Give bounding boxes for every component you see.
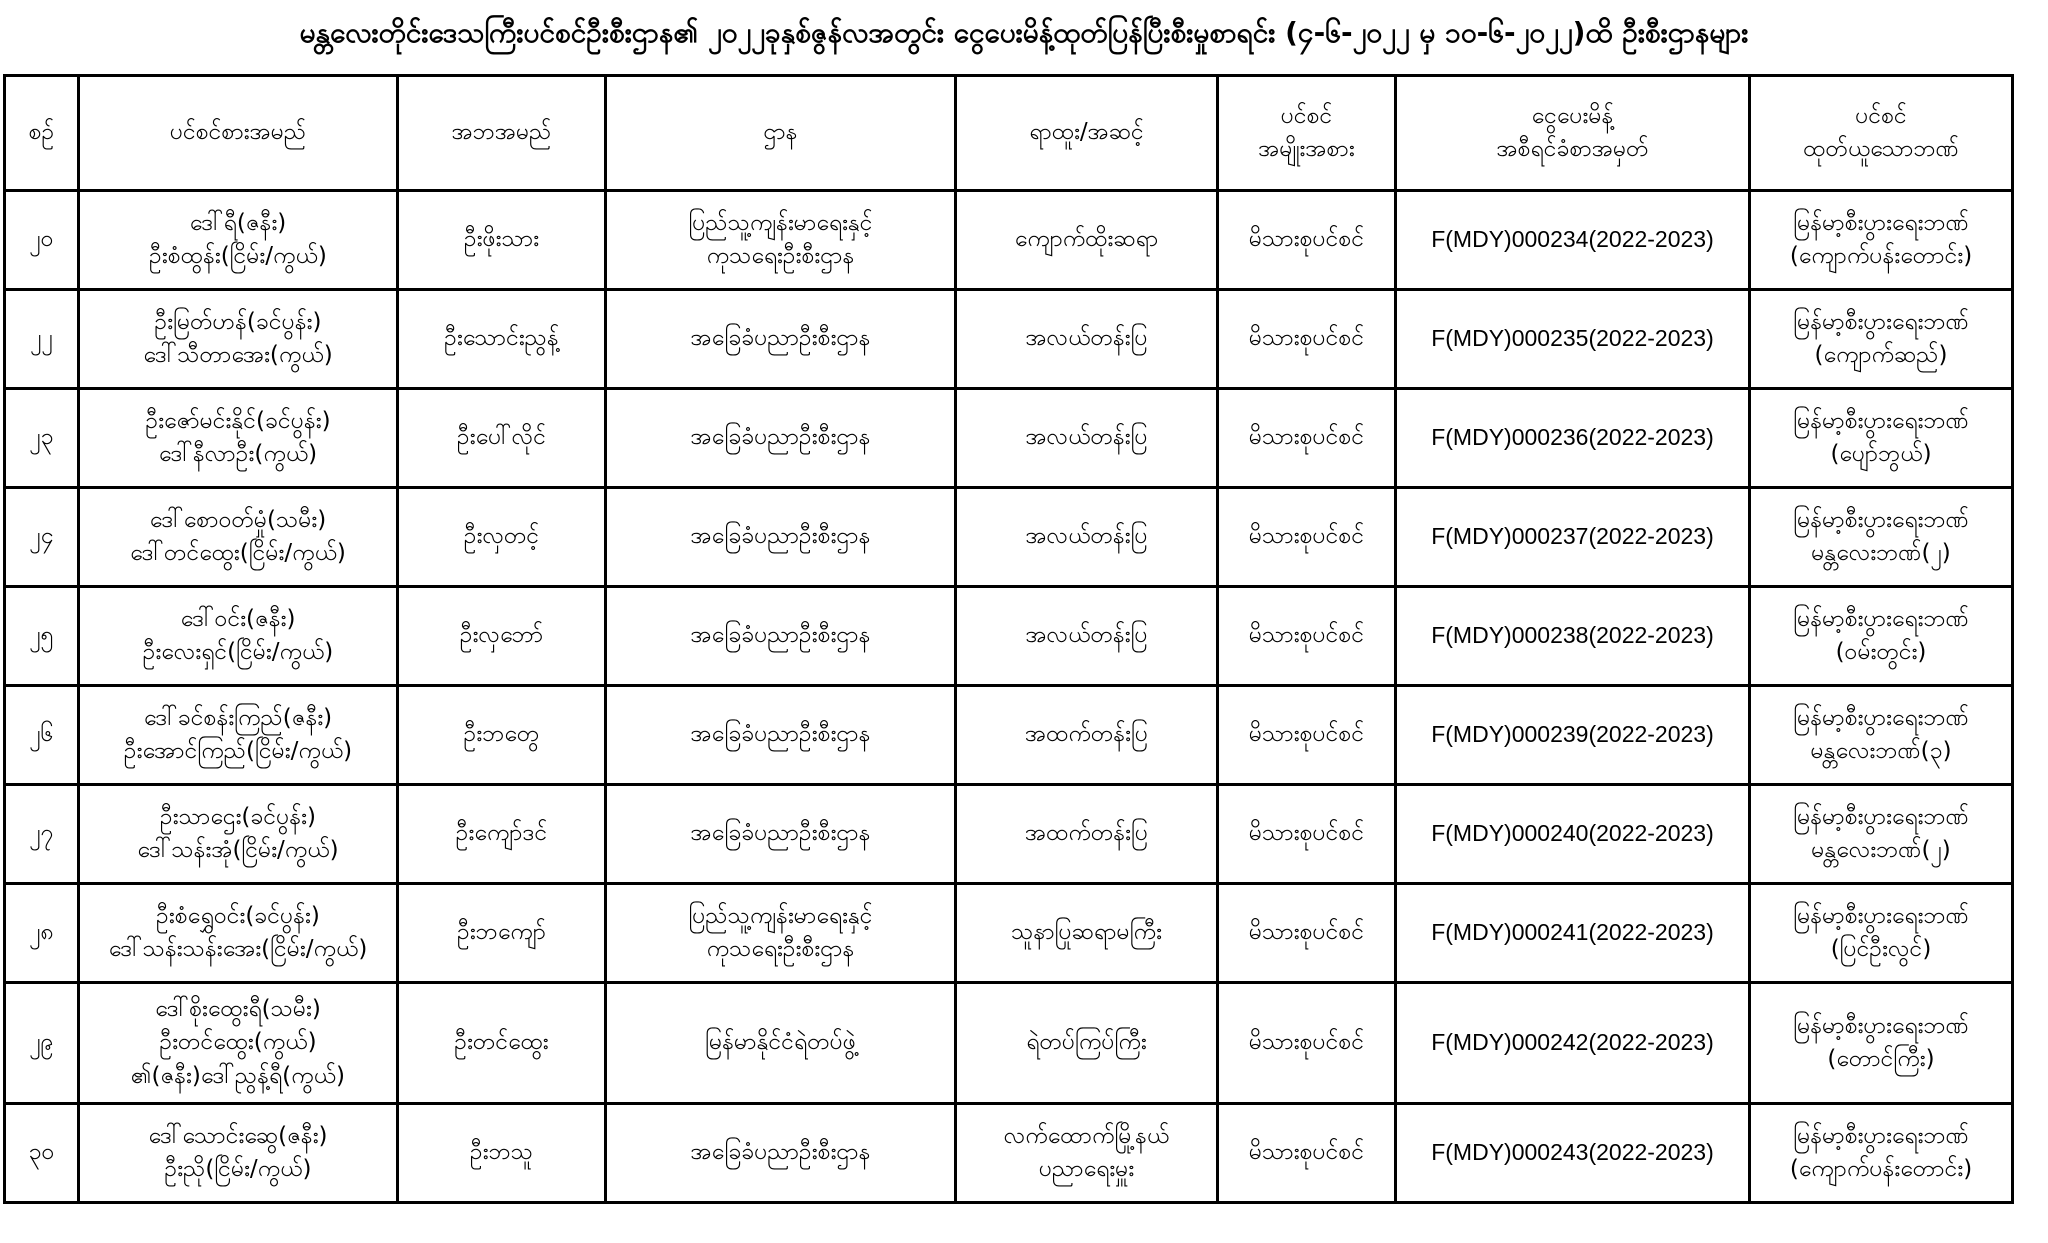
rank-cell <box>956 785 1218 884</box>
bank-line: (တောင်ကြီး) <box>1827 1046 1935 1072</box>
bank-line: မြန်မာ့စီးပွားရေးဘဏ် <box>1793 605 1969 632</box>
pension-type-cell: မိသားစုပင်စင် <box>1218 488 1396 587</box>
pension-type-cell: မိသားစုပင်စင် <box>1218 686 1396 785</box>
pensioner-name-cell <box>79 587 398 686</box>
father-name-cell: ဦးပေါ်လိုင် <box>398 389 606 488</box>
bank-line: မြန်မာ့စီးပွားရေးဘဏ် <box>1793 803 1969 830</box>
bank-line: မြန်မာ့စီးပွားရေးဘဏ် <box>1793 209 1969 236</box>
header-rank: ရာထူး/အဆင့် <box>956 76 1218 191</box>
pension-type-cell: မိသားစုပင်စင် <box>1218 587 1396 686</box>
header-pay-order-line: အစီရင်ခံစာအမှတ် <box>1496 136 1649 162</box>
header-department: ဌာန <box>606 76 956 191</box>
pensioner-name-line: ဒေါ်နီလာဦး(ကွယ်) <box>158 441 318 467</box>
rank-cell <box>956 290 1218 389</box>
father-name-cell: ဦးဘတွေ <box>398 686 606 785</box>
bank-line: မြန်မာ့စီးပွားရေးဘဏ် <box>1793 1012 1969 1039</box>
table-row <box>5 686 2013 785</box>
pensioner-name-line: ဒေါ်ခင်စန်းကြည်(ဇနီး) <box>143 704 333 731</box>
pensioner-name-line: ဦးစံထွန်း(ငြိမ်း/ကွယ်) <box>149 243 327 269</box>
bank-line: မန္တလေးဘဏ်(၂) <box>1811 540 1951 566</box>
bank-cell <box>1750 686 2013 785</box>
bank-line: မြန်မာ့စီးပွားရေးဘဏ် <box>1793 407 1969 434</box>
pensioner-name-line: ဦးညို(ငြိမ်း/ကွယ်) <box>164 1156 312 1182</box>
header-pay-order-line: ငွေပေးမိန့် <box>1531 102 1614 129</box>
pensioner-name-cell <box>79 488 398 587</box>
row-number-cell: ၂၆ <box>5 686 79 785</box>
department-cell <box>606 884 956 983</box>
department-cell <box>606 785 956 884</box>
bank-line: မန္တလေးဘဏ်(၃) <box>1810 738 1952 764</box>
department-cell <box>606 587 956 686</box>
bank-line: (ကျောက်ပန်းတောင်း) <box>1789 1156 1973 1182</box>
bank-cell <box>1750 785 2013 884</box>
rank-line: ကျောက်ထိုးဆရာ <box>1014 226 1159 253</box>
bank-line: မြန်မာ့စီးပွားရေးဘဏ် <box>1793 1122 1969 1149</box>
pensioner-name-line: ဒေါ်ဝင်း(ဇနီး) <box>180 605 296 632</box>
rank-line: အလယ်တန်းပြ <box>1025 325 1148 352</box>
rank-cell <box>956 1104 1218 1203</box>
rank-cell <box>956 191 1218 290</box>
bank-line: (ကျောက်ဆည်) <box>1814 342 1948 368</box>
department-line: မြန်မာနိုင်ငံရဲတပ်ဖွဲ့ <box>705 1029 856 1056</box>
department-cell <box>606 389 956 488</box>
bank-cell <box>1750 983 2013 1104</box>
pensioner-name-line: ၏(ဇနီး)ဒေါ်ညွန့်ရီ(ကွယ်) <box>131 1062 345 1089</box>
pensioner-name-line: ဒေါ်ရီ(ဇနီး) <box>189 209 287 236</box>
rank-line: အလယ်တန်းပြ <box>1025 424 1148 451</box>
pay-order-number-cell: F(MDY)000238(2022-2023) <box>1396 587 1750 686</box>
pensioner-name-cell <box>79 290 398 389</box>
department-cell <box>606 191 956 290</box>
pensioner-name-line: ဒေါ်သောင်းဆွေ(ဇနီး) <box>148 1122 328 1149</box>
rank-line: အလယ်တန်းပြ <box>1025 622 1148 649</box>
pensioner-name-line: ဒေါ်သန်းအုံ(ငြိမ်း/ကွယ်) <box>137 837 339 863</box>
table-row <box>5 488 2013 587</box>
pension-type-cell: မိသားစုပင်စင် <box>1218 290 1396 389</box>
table-row <box>5 983 2013 1104</box>
department-cell <box>606 686 956 785</box>
pensioner-name-line: ဒေါ်သန်းသန်းအေး(ငြိမ်း/ကွယ်) <box>108 936 368 962</box>
pay-order-number-cell: F(MDY)000235(2022-2023) <box>1396 290 1750 389</box>
pension-type-cell: မိသားစုပင်စင် <box>1218 389 1396 488</box>
pension-type-cell: မိသားစုပင်စင် <box>1218 1104 1396 1203</box>
department-line: အခြေခံပညာဦးစီးဌာန <box>690 424 871 451</box>
department-cell <box>606 1104 956 1203</box>
pensioner-name-line: ဒေါ်စိုးထွေးရီ(သမီး) <box>155 995 321 1022</box>
pensioner-name-line: ဦးတင်ထွေး(ကွယ်) <box>159 1029 317 1056</box>
header-father-name: အဘအမည် <box>398 76 606 191</box>
pensioner-name-line: ဦးစံရွှေဝင်း(ခင်ပွန်း) <box>156 902 320 929</box>
header-pensioner-name: ပင်စင်စားအမည် <box>79 76 398 191</box>
department-cell <box>606 488 956 587</box>
pay-order-number-cell: F(MDY)000234(2022-2023) <box>1396 191 1750 290</box>
rank-line: လက်ထောက်မြို့နယ် <box>1003 1122 1170 1149</box>
pensioner-name-line: ဦးလေးရှင်(ငြိမ်း/ကွယ်) <box>142 639 334 665</box>
row-number-cell: ၃၀ <box>5 1104 79 1203</box>
pay-order-number-cell: F(MDY)000240(2022-2023) <box>1396 785 1750 884</box>
department-line: အခြေခံပညာဦးစီးဌာန <box>690 325 871 352</box>
department-line: အခြေခံပညာဦးစီးဌာန <box>690 523 871 550</box>
bank-line: မန္တလေးဘဏ်(၂) <box>1811 837 1951 863</box>
page-title: မန္တလေးတိုင်းဒေသကြီးပင်စင်ဦးစီးဌာန၏ ၂၀၂၂ခုနှစ်ဇွန်လအတွင်း ငွေပေးမိန့်ထုတ်ပြန်ပြီးစီးမှုစာရင်း (၄-၆-၂၀၂၂ မှ ၁၀-၆-၂၀၂၂)ထိ ဦးစီးဌာနများ <box>299 16 1749 49</box>
pension-type-cell: မိသားစုပင်စင် <box>1218 884 1396 983</box>
father-name-cell: ဦးဘသူ <box>398 1104 606 1203</box>
header-row <box>5 76 2013 191</box>
department-line: အခြေခံပညာဦးစီးဌာန <box>690 1139 871 1166</box>
pay-order-number-cell: F(MDY)000242(2022-2023) <box>1396 983 1750 1104</box>
bank-line: မြန်မာ့စီးပွားရေးဘဏ် <box>1793 308 1969 335</box>
table-row <box>5 290 2013 389</box>
rank-line: အလယ်တန်းပြ <box>1025 523 1148 550</box>
rank-cell <box>956 389 1218 488</box>
father-name-cell: ဦးတင်ထွေး <box>398 983 606 1104</box>
pensioner-name-line: ဦးဇော်မင်းနိုင်(ခင်ပွန်း) <box>145 407 331 434</box>
row-number-cell: ၂၂ <box>5 290 79 389</box>
pensioner-name-line: ဦးသာဌေး(ခင်ပွန်း) <box>160 803 316 830</box>
bank-line: (ကျောက်ပန်းတောင်း) <box>1789 243 1973 269</box>
row-number-cell: ၂၇ <box>5 785 79 884</box>
bank-cell <box>1750 290 2013 389</box>
department-cell <box>606 290 956 389</box>
father-name-cell: ဦးသောင်းညွန့် <box>398 290 606 389</box>
father-name-cell: ဦးလှတင့် <box>398 488 606 587</box>
bank-line: မြန်မာ့စီးပွားရေးဘဏ် <box>1793 506 1969 533</box>
table-row <box>5 1104 2013 1203</box>
header-pension-type-line: အမျိုးအစား <box>1258 136 1355 162</box>
row-number-cell: ၂၈ <box>5 884 79 983</box>
row-number-cell: ၂၃ <box>5 389 79 488</box>
father-name-cell: ဦးဖိုးသား <box>398 191 606 290</box>
bank-cell <box>1750 191 2013 290</box>
father-name-cell: ဦးလှဘော် <box>398 587 606 686</box>
pensioner-name-line: ဒေါ်သီတာအေး(ကွယ်) <box>143 342 333 368</box>
header-pension-type <box>1218 76 1396 191</box>
header-bank-line: ထုတ်ယူသောဘဏ် <box>1803 136 1959 162</box>
pensioner-name-line: ဒေါ်စောဝတ်မှုံ(သမီး) <box>149 506 327 533</box>
table-row <box>5 191 2013 290</box>
table-row <box>5 785 2013 884</box>
pension-type-cell: မိသားစုပင်စင် <box>1218 983 1396 1104</box>
pensioner-name-cell <box>79 389 398 488</box>
pay-order-number-cell: F(MDY)000239(2022-2023) <box>1396 686 1750 785</box>
rank-line: အထက်တန်းပြ <box>1025 820 1148 847</box>
bank-line: (ဝမ်းတွင်း) <box>1835 639 1927 665</box>
pensioner-name-cell <box>79 686 398 785</box>
father-name-cell: ဦးဘကျော် <box>398 884 606 983</box>
header-bank <box>1750 76 2013 191</box>
pension-table <box>3 74 2014 1204</box>
bank-cell <box>1750 488 2013 587</box>
bank-line: မြန်မာ့စီးပွားရေးဘဏ် <box>1793 902 1969 929</box>
bank-cell <box>1750 884 2013 983</box>
pensioner-name-line: ဒေါ်တင်ထွေး(ငြိမ်း/ကွယ်) <box>130 540 346 566</box>
rank-line: ပညာရေးမှူး <box>1038 1156 1135 1182</box>
pensioner-name-cell <box>79 785 398 884</box>
department-line: အခြေခံပညာဦးစီးဌာန <box>690 820 871 847</box>
row-number-cell: ၂၅ <box>5 587 79 686</box>
rank-cell <box>956 983 1218 1104</box>
department-line: အခြေခံပညာဦးစီးဌာန <box>690 622 871 649</box>
pensioner-name-cell <box>79 191 398 290</box>
bank-cell <box>1750 1104 2013 1203</box>
pay-order-number-cell: F(MDY)000241(2022-2023) <box>1396 884 1750 983</box>
pension-type-cell: မိသားစုပင်စင် <box>1218 191 1396 290</box>
row-number-cell: ၂၀ <box>5 191 79 290</box>
pensioner-name-cell <box>79 983 398 1104</box>
department-line: ကုသရေးဦးစီးဌာန <box>706 243 855 269</box>
rank-line: ရဲတပ်ကြပ်ကြီး <box>1026 1029 1147 1056</box>
pensioner-name-cell <box>79 1104 398 1203</box>
department-cell <box>606 983 956 1104</box>
pay-order-number-cell: F(MDY)000236(2022-2023) <box>1396 389 1750 488</box>
bank-line: မြန်မာ့စီးပွားရေးဘဏ် <box>1793 704 1969 731</box>
rank-line: သူနာပြုဆရာမကြီး <box>1011 919 1162 946</box>
rank-cell <box>956 587 1218 686</box>
father-name-cell: ဦးကျော်ဒင် <box>398 785 606 884</box>
row-number-cell: ၂၄ <box>5 488 79 587</box>
table-row <box>5 587 2013 686</box>
rank-cell <box>956 884 1218 983</box>
pensioner-name-cell <box>79 884 398 983</box>
bank-line: (ပျော်ဘွယ်) <box>1830 441 1932 467</box>
header-pension-type-line: ပင်စင် <box>1280 102 1333 129</box>
header-no: စဉ် <box>5 76 79 191</box>
bank-cell <box>1750 389 2013 488</box>
table-row <box>5 389 2013 488</box>
rank-line: အထက်တန်းပြ <box>1025 721 1148 748</box>
pension-type-cell: မိသားစုပင်စင် <box>1218 785 1396 884</box>
pensioner-name-line: ဦးမြတ်ဟန်(ခင်ပွန်း) <box>154 308 322 335</box>
bank-line: (ပြင်ဦးလွင်) <box>1830 936 1932 962</box>
header-bank-line: ပင်စင် <box>1855 102 1907 129</box>
bank-cell <box>1750 587 2013 686</box>
pay-order-number-cell: F(MDY)000237(2022-2023) <box>1396 488 1750 587</box>
department-line: ပြည်သူ့ကျန်းမာရေးနှင့် <box>688 902 873 929</box>
department-line: ပြည်သူ့ကျန်းမာရေးနှင့် <box>688 209 873 236</box>
rank-cell <box>956 686 1218 785</box>
rank-cell <box>956 488 1218 587</box>
header-pay-order-no <box>1396 76 1750 191</box>
department-line: ကုသရေးဦးစီးဌာန <box>706 936 855 962</box>
department-line: အခြေခံပညာဦးစီးဌာန <box>690 721 871 748</box>
row-number-cell: ၂၉ <box>5 983 79 1104</box>
table-row <box>5 884 2013 983</box>
pensioner-name-line: ဦးအောင်ကြည်(ငြိမ်း/ကွယ်) <box>123 738 353 764</box>
pay-order-number-cell: F(MDY)000243(2022-2023) <box>1396 1104 1750 1203</box>
